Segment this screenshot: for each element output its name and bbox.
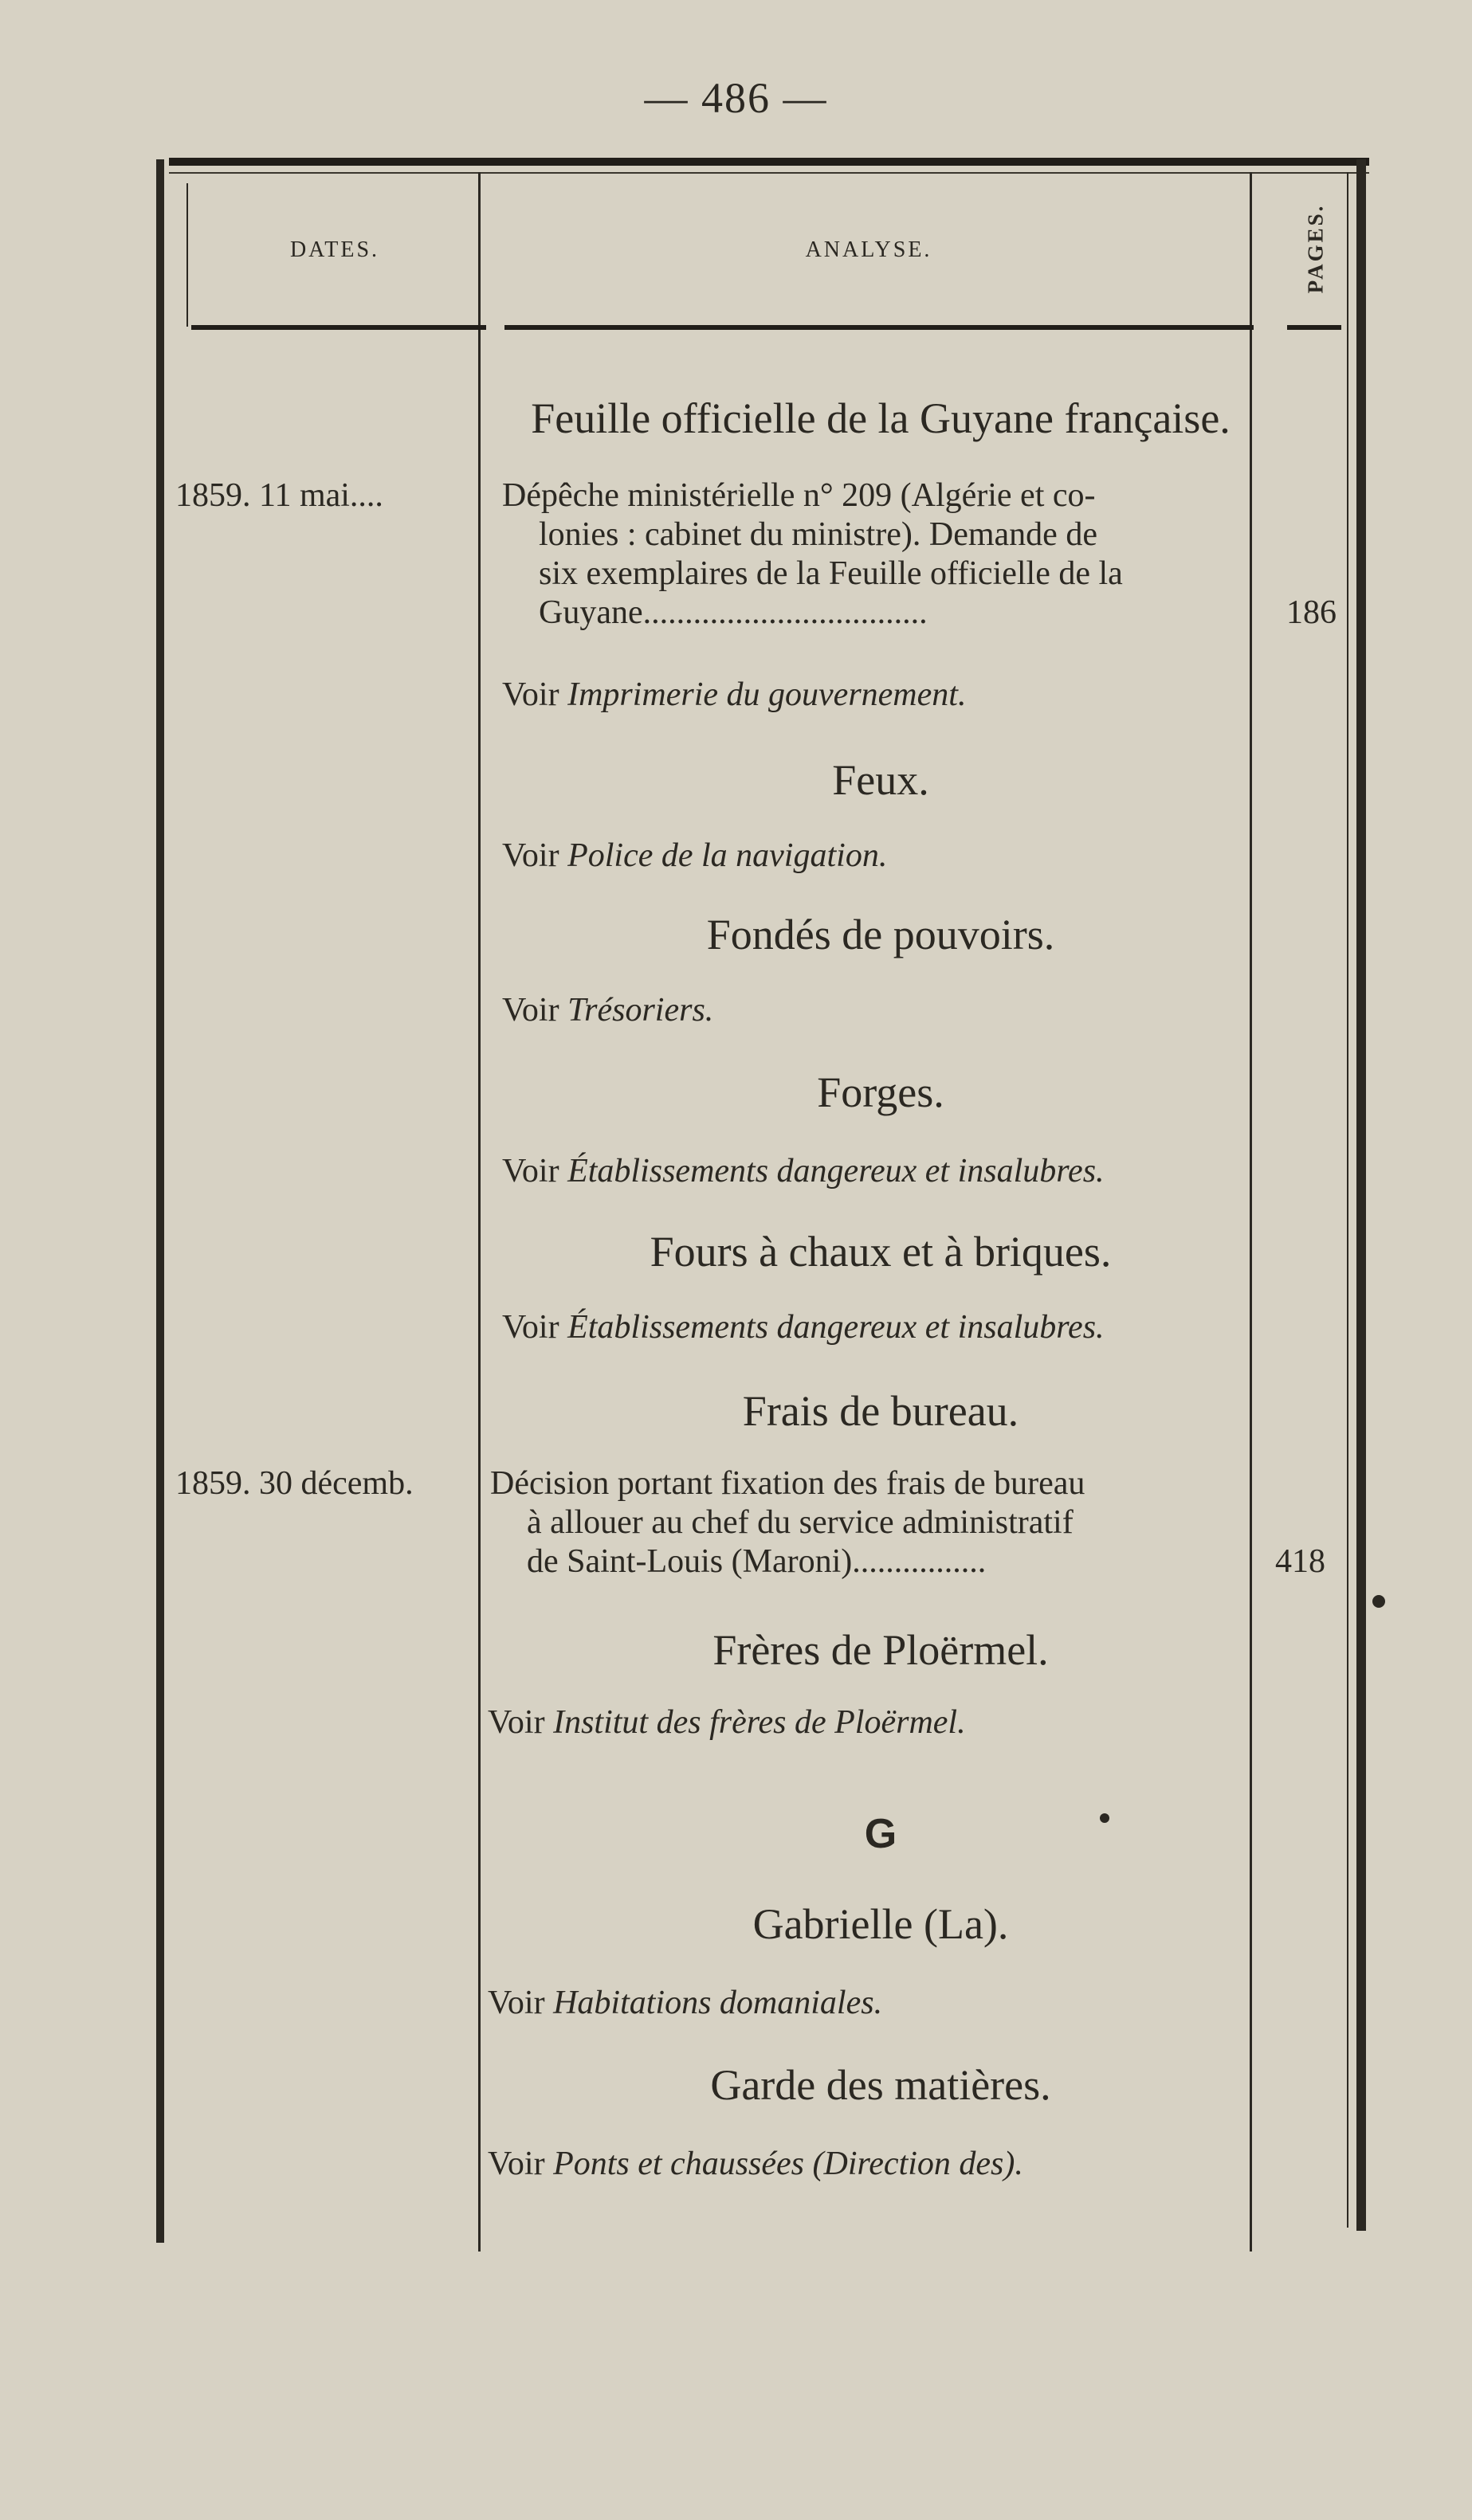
entry-text (502, 476, 1251, 633)
table-right-border (1356, 159, 1366, 2231)
entry-heading: Feuille officielle de la Guyane française. (531, 394, 1231, 442)
cross-reference-target: Institut des frères de Ploërmel. (553, 1704, 966, 1741)
pages-column-inner-rule (1347, 172, 1348, 2228)
header-pages (1288, 185, 1344, 312)
entry-heading: Fours à chaux et à briques. (650, 1228, 1112, 1276)
table-left-border (156, 159, 164, 2243)
voir-label: Voir (488, 1704, 545, 1741)
entry-heading: Forges. (817, 1068, 944, 1116)
entry-text (490, 1464, 1239, 1581)
entry-line: Décision portant fixation des frais de bureau (490, 1465, 1085, 1502)
entry-heading: Gabrielle (La). (752, 1900, 1009, 1948)
table-left-inner-rule (186, 183, 188, 327)
cross-reference (488, 1984, 882, 2022)
cross-reference-target: Ponts et chaussées (Direction des). (553, 2146, 1023, 2182)
cross-reference (502, 1152, 1105, 1190)
entry-heading: Feux. (832, 756, 929, 804)
cross-reference (488, 1703, 966, 1742)
cross-reference (502, 837, 887, 875)
section-letter: G (864, 1811, 897, 1857)
entry-line: six exemplaires de la Feuille officielle de la (539, 555, 1123, 592)
entry-heading: Frais de bureau. (742, 1387, 1019, 1435)
entry-date: 1859. 11 mai.... (175, 477, 383, 514)
voir-label: Voir (502, 1153, 559, 1189)
entry-date: 1859. 30 décemb. (175, 1465, 414, 1502)
cross-reference-target: Police de la navigation. (567, 837, 888, 874)
cross-reference-target: Habitations domaniales. (553, 1985, 883, 2021)
header-pages-label: PAGES. (1303, 203, 1328, 294)
entry-heading: Fondés de pouvoirs. (706, 911, 1055, 958)
header-rule-pages (1287, 325, 1341, 330)
dates-column-divider (478, 172, 481, 2252)
entry-line: Dépêche ministérielle n° 209 (Algérie et co- (502, 477, 1096, 514)
entry-heading: Garde des matières. (710, 2061, 1051, 2109)
voir-label: Voir (488, 2146, 545, 2182)
page-number: — 486 — (644, 74, 828, 122)
header-dates: DATES. (289, 237, 380, 262)
cross-reference (502, 1308, 1105, 1346)
cross-reference (502, 676, 966, 714)
header-analyse: ANALYSE. (805, 237, 932, 262)
voir-label: Voir (502, 837, 559, 874)
cross-reference (488, 2145, 1023, 2183)
entry-line: Guyane.................................. (539, 594, 928, 631)
entry-line: lonies : cabinet du ministre). Demande de (539, 516, 1097, 553)
entry-line: à allouer au chef du service administratif (527, 1504, 1074, 1541)
table-top-thin-border (169, 172, 1369, 174)
cross-reference-target: Établissements dangereux et insalubres. (567, 1309, 1105, 1346)
header-rule-analyse (504, 325, 1254, 330)
cross-reference-target: Imprimerie du gouvernement. (567, 676, 967, 713)
ink-speck (1100, 1813, 1109, 1823)
voir-label: Voir (502, 992, 559, 1029)
ink-speck (1372, 1595, 1385, 1608)
cross-reference-target: Établissements dangereux et insalubres. (567, 1153, 1105, 1189)
table-top-border (169, 158, 1369, 166)
cross-reference-target: Trésoriers. (567, 992, 714, 1029)
voir-label: Voir (502, 676, 559, 713)
voir-label: Voir (502, 1309, 559, 1346)
cross-reference (502, 991, 713, 1029)
page-reference: 186 (1286, 594, 1337, 631)
voir-label: Voir (488, 1985, 545, 2021)
page-reference: 418 (1275, 1543, 1325, 1580)
header-rule-dates (191, 325, 486, 330)
entry-heading: Frères de Ploërmel. (712, 1626, 1049, 1674)
entry-line: de Saint-Louis (Maroni)................ (527, 1543, 987, 1580)
